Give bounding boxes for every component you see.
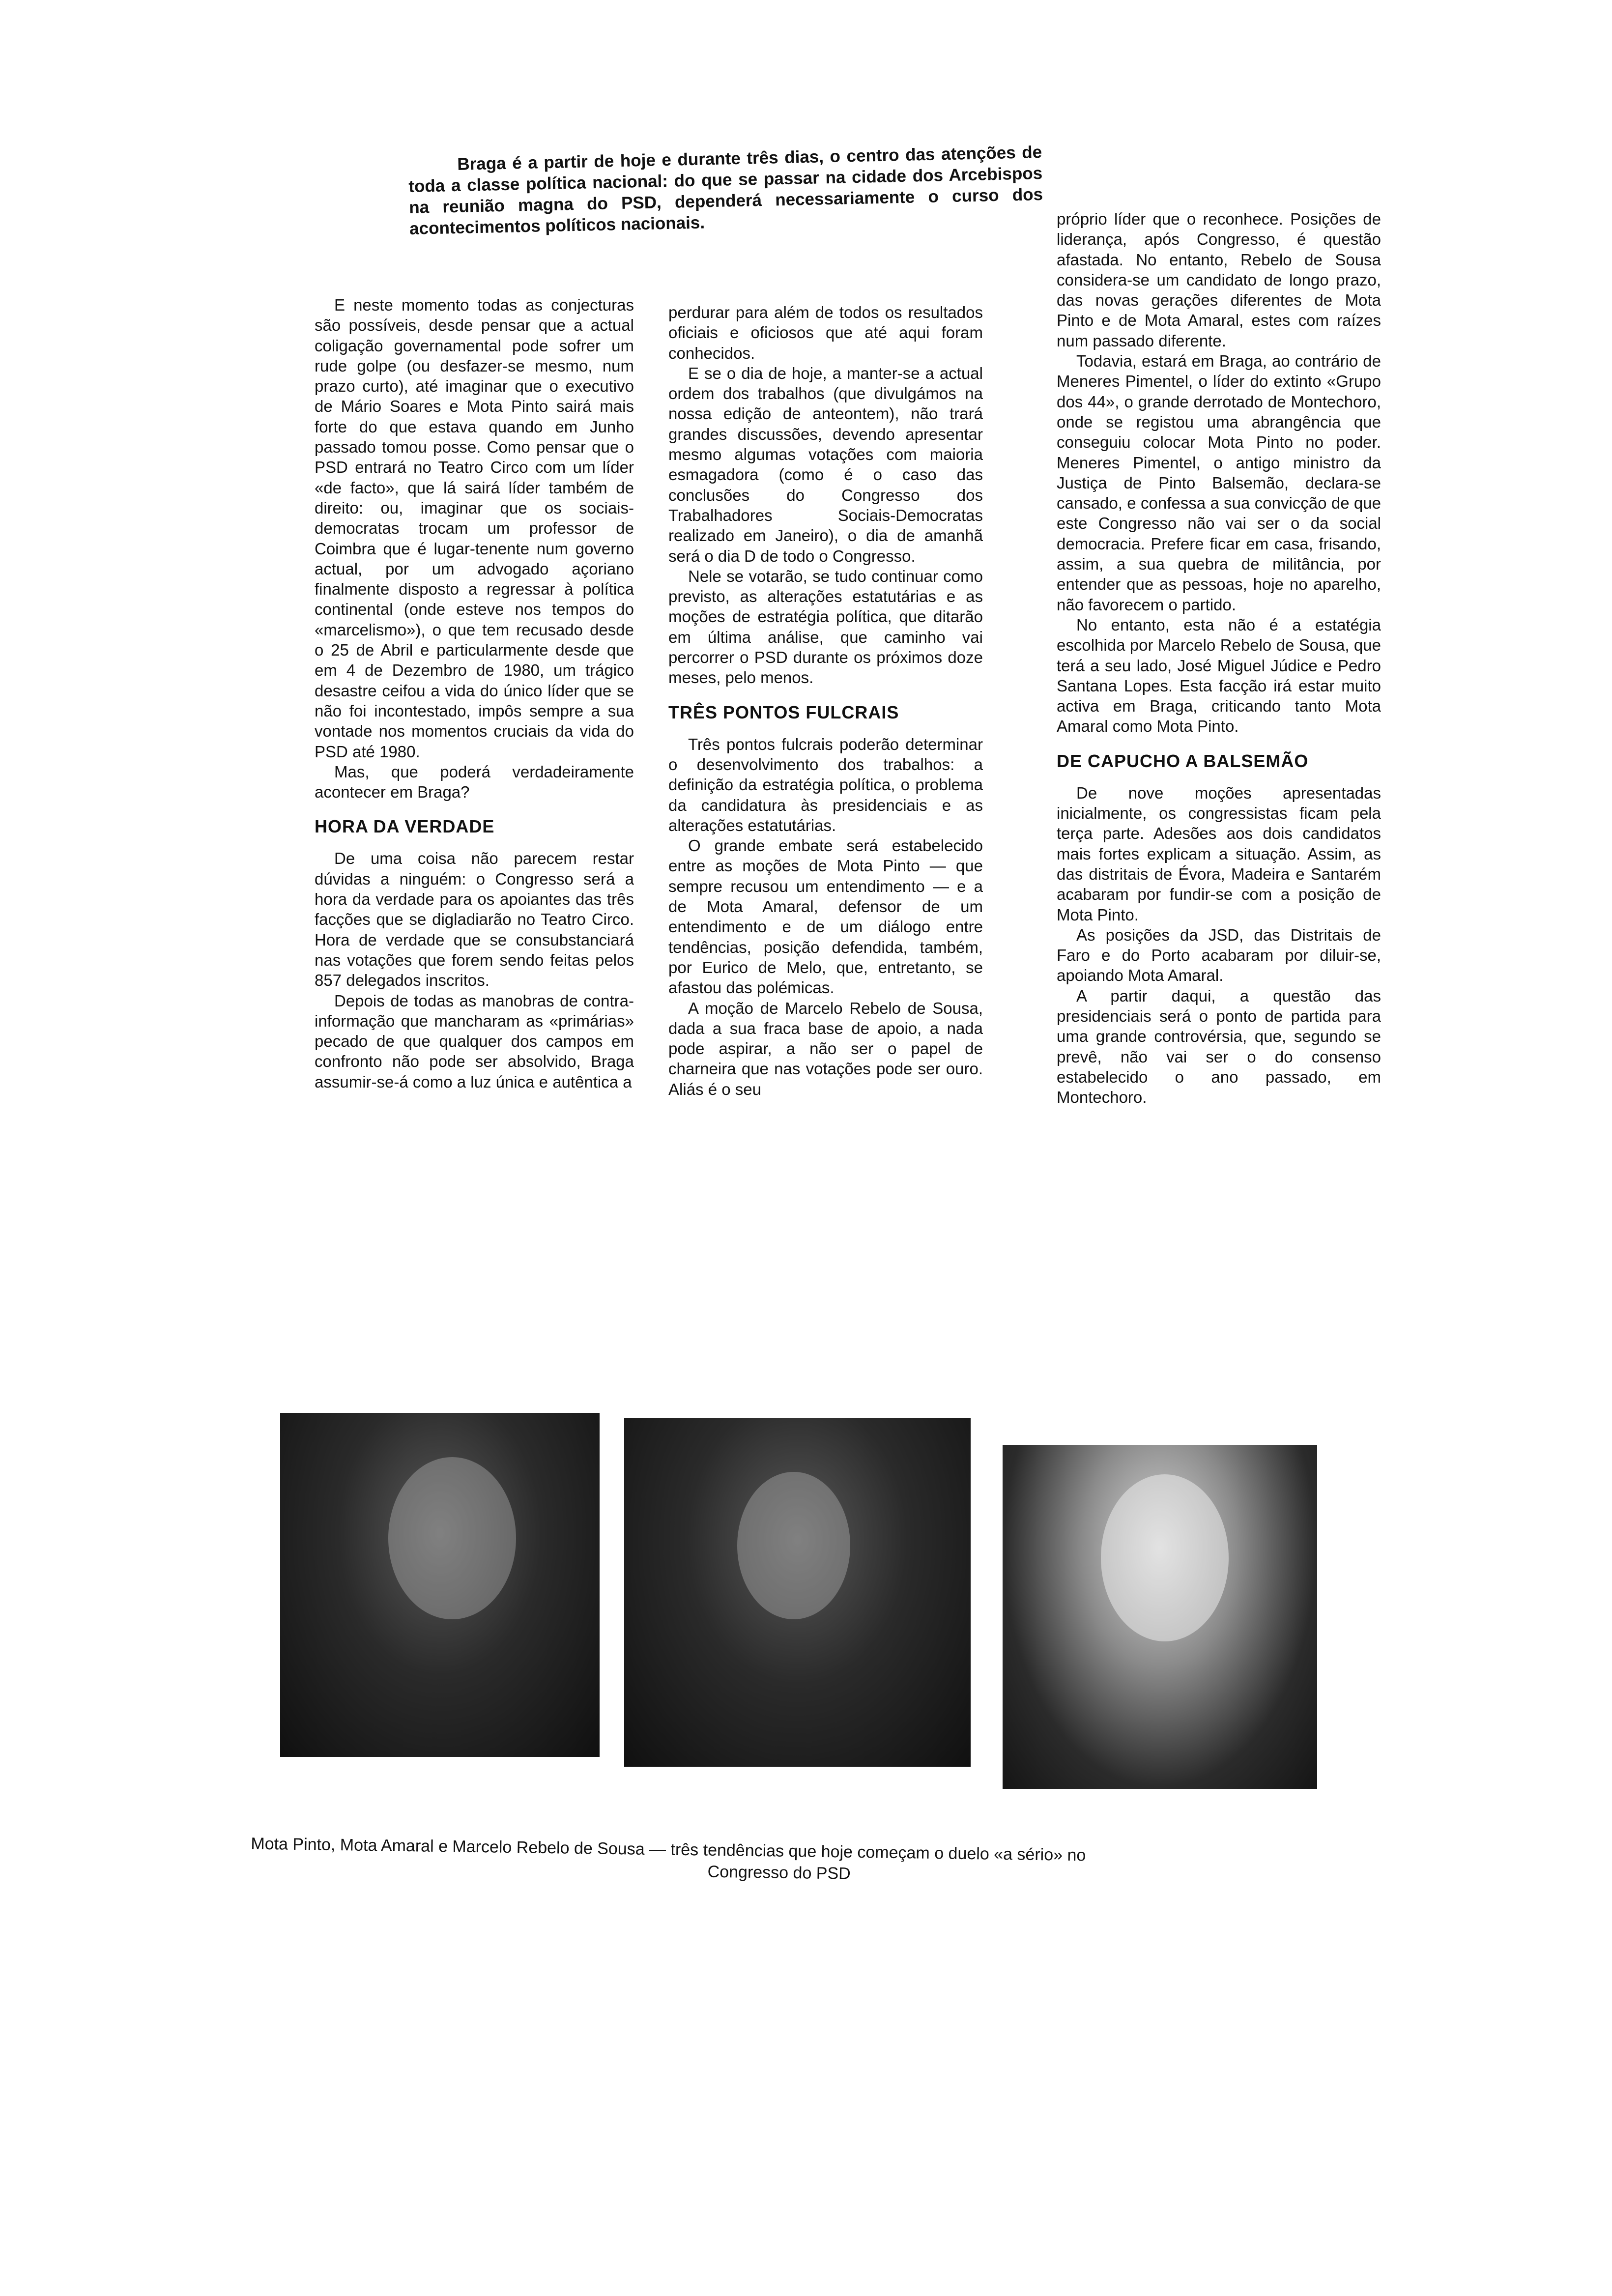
article-column-3 — [1057, 209, 1381, 1107]
caption-line: Mota Pinto, Mota Amaral e Marcelo Rebelo de Sousa — três tendências que hoje começam o duelo «a sério» no — [251, 1834, 1086, 1865]
paragraph: Três pontos fulcrais poderão determinar o desenvolvimento dos trabalhos: a definição da estratégia política, o problema da candidatura às presidenciais e as alterações estatutárias. — [668, 735, 983, 834]
paragraph: O grande embate será estabelecido entre as moções de Mota Pinto — que sempre recusou um entendimento — e a de Mota Amaral, defensor de um entendimento e de um diálogo entre tendências, posição defendida, também, por Eurico de Melo, que, entretanto, se afastou das polémicas. — [668, 836, 983, 997]
paragraph: No entanto, esta não é a estatégia escolhida por Marcelo Rebelo de Sousa, que terá a seu lado, José Miguel Júdice e Pedro Santana Lopes. Esta facção irá estar muito activa em Braga, criticando tanto Mota Amaral como Mota Pinto. — [1057, 615, 1381, 736]
paragraph: E neste momento todas as conjecturas são possíveis, desde pensar que a actual coligação governamental pode sofrer um rude golpe (ou desfazer-se mesmo, num prazo curto), até imaginar que o executivo de Mário Soares e Mota Pinto sairá mais forte do que estava quando em Junho passado tomou posse. Como pensar que o PSD entrará no Teatro Circo com um líder «de facto», que lá sairá líder também de direito: ou, imaginar que os sociais-democratas trocam um professor de Coimbra que é lugar-tenente num governo actual, por um advogado açoriano finalmente disposto a regressar à política continental (onde esteve nos tempos do «marcelismo»), o que tem recusado desde o 25 de Abril e particularmente desde que em 4 de Dezembro de 1980, um trágico desastre ceifou a vida do único líder que se não foi incontestado, impôs sempre a sua vontade nos momentos cruciais da vida do PSD até 1980. — [315, 296, 634, 761]
paragraph: As posições da JSD, das Distritais de Faro e do Porto acabaram por diluir-se, apoiando Mota Amaral. — [1057, 925, 1381, 985]
paragraph: Depois de todas as manobras de contra-informação que mancharam as «primárias» pecado de que qualquer dos campos em confronto não pode ser absolvido, Braga assumir-se-á como a luz única e autêntica a — [315, 991, 634, 1091]
lead-paragraph: Braga é a partir de hoje e durante três dias, o centro das atenções de toda a classe política nacional: do que se passar na cidade dos Arcebispos na reunião magna do PSD, dependerá necessariamente o curso dos acontecimentos políticos nacionais. — [408, 142, 1043, 238]
paragraph: Todavia, estará em Braga, ao contrário de Meneres Pimentel, o líder do extinto «Grupo dos 44», o grande derrotado de Montechoro, onde se registou uma abrangência que conseguiu colocar Mota Pinto no poder. Meneres Pimentel, o antigo ministro da Justiça de Pinto Balsemão, declara-se cansado, e confessa a sua convicção de que este Congresso não vai ser o da social democracia. Prefere ficar em casa, frisando, assim, a sua quebra de militância, por entender que as pessoas, hoje no aparelho, não favorecem o partido. — [1057, 352, 1381, 614]
article-column-1 — [315, 295, 634, 1092]
article-column-2 — [668, 302, 983, 1099]
photo-caption — [250, 1833, 1332, 1892]
paragraph: Mas, que poderá verdadeiramente acontecer em Braga? — [315, 762, 634, 802]
paragraph: De uma coisa não parecem restar dúvidas a ninguém: o Congresso será a hora da verdade para os apoiantes das três facções que se digladiarão no Teatro Circo. Hora de verdade que se consubstanciará nas votações que forem sendo feitas pelos 857 delegados inscritos. — [315, 849, 634, 990]
section-heading: DE CAPUCHO A BALSEMÃO — [1057, 750, 1309, 771]
paragraph: perdurar para além de todos os resultados oficiais e oficiosos que até aqui foram conhecidos. — [668, 303, 983, 362]
portrait-photo-mota-amaral — [624, 1418, 971, 1767]
section-heading: HORA DA VERDADE — [315, 816, 495, 837]
paragraph: E se o dia de hoje, a manter-se a actual ordem dos trabalhos (que divulgámos na nossa edição de anteontem), não trará grandes discussões, devendo apresentar mesmo algumas votações com maioria esmagadora (como é o caso das conclusões do Congresso dos Trabalhadores Sociais-Democratas realizado em Janeiro), o dia de amanhã será o dia D de todo o Congresso. — [668, 364, 983, 565]
section-heading: TRÊS PONTOS FULCRAIS — [668, 702, 899, 722]
paragraph: De nove moções apresentadas inicialmente, os congressistas ficam pela terça parte. Adesões aos dois candidatos mais fortes explicam a situação. Assim, as das distritais de Évora, Madeira e Santarém acabaram por fundir-se com a posição de Mota Pinto. — [1057, 783, 1381, 924]
paragraph: próprio líder que o reconhece. Posições de liderança, após Congresso, é questão afastada. No entanto, Rebelo de Sousa considera-se um candidato de longo prazo, das novas gerações diferentes de Mota Pinto e de Mota Amaral, estes com raízes num passado diferente. — [1057, 210, 1381, 350]
portrait-photo-mota-pinto — [280, 1413, 600, 1757]
portrait-photo-marcelo-rebelo-de-sousa — [1003, 1445, 1317, 1789]
paragraph: A moção de Marcelo Rebelo de Sousa, dada a sua fraca base de apoio, a nada pode aspirar, a não ser o papel de charneira que nas votações pode ser ouro. Aliás é o seu — [668, 999, 983, 1098]
paragraph: Nele se votarão, se tudo continuar como previsto, as alterações estatutárias e as moções de estratégia política, que ditarão em última análise, que caminho vai percorrer o PSD durante os próximos doze meses, pelo menos. — [668, 567, 983, 687]
paragraph: A partir daqui, a questão das presidenciais será o ponto de partida para uma grande controvérsia, que, segundo se prevê, não vai ser o do consenso estabelecido o ano passado, em Montechoro. — [1057, 986, 1381, 1107]
caption-line: Congresso do PSD — [707, 1862, 851, 1883]
